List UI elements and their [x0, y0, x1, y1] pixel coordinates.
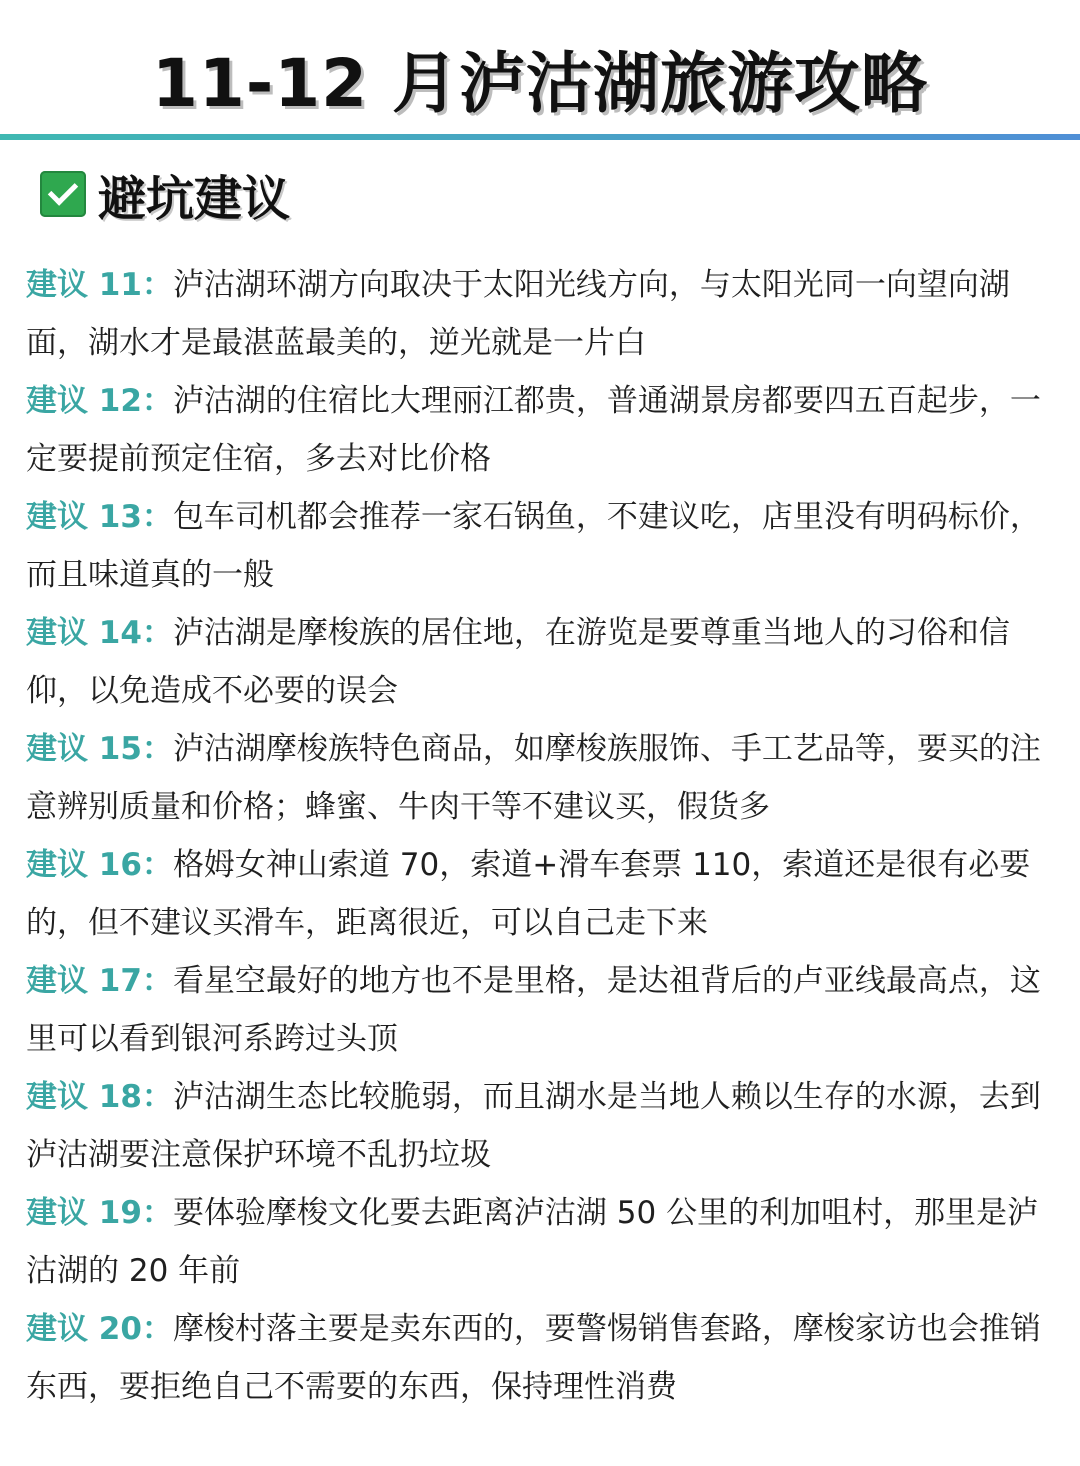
tip-label: 建议 11：	[26, 267, 173, 303]
tip-text: 泸沽湖是摩梭族的居住地，在游览是要尊重当地人的习俗和信仰，以免造成不必要的误会	[26, 615, 1010, 709]
tip-text: 看星空最好的地方也不是里格，是达祖背后的卢亚线最高点，这里可以看到银河系跨过头顶	[26, 963, 1041, 1057]
tip-label: 建议 16：	[26, 847, 173, 883]
tip-item	[26, 720, 1058, 836]
tip-item	[26, 1300, 1058, 1416]
tip-text: 包车司机都会推荐一家石锅鱼，不建议吃，店里没有明码标价，而且味道真的一般	[26, 499, 1041, 593]
tip-text: 泸沽湖的住宿比大理丽江都贵，普通湖景房都要四五百起步，一定要提前预定住宿，多去对比价格	[26, 383, 1041, 477]
tip-text: 泸沽湖生态比较脆弱，而且湖水是当地人赖以生存的水源，去到泸沽湖要注意保护环境不乱扔垃圾	[26, 1079, 1041, 1173]
tip-label: 建议 18：	[26, 1079, 173, 1115]
tip-label: 建议 20：	[26, 1311, 173, 1347]
tip-label: 建议 13：	[26, 499, 173, 535]
tip-item	[26, 256, 1058, 372]
tip-label: 建议 12：	[26, 383, 173, 419]
tip-text: 泸沽湖摩梭族特色商品，如摩梭族服饰、手工艺品等，要买的注意辨别质量和价格；蜂蜜、牛肉干等不建议买，假货多	[26, 731, 1041, 825]
section-header	[40, 162, 290, 226]
tip-item	[26, 604, 1058, 720]
tip-label: 建议 17：	[26, 963, 173, 999]
tip-item	[26, 836, 1058, 952]
tips-list	[26, 256, 1058, 1416]
tip-item	[26, 488, 1058, 604]
section-title: 避坑建议	[98, 170, 291, 227]
tip-text: 格姆女神山索道 70，索道+滑车套票 110，索道还是很有必要的，但不建议买滑车，距离很近，可以自己走下来	[26, 847, 1031, 941]
page-title: 11-12 月泸沽湖旅游攻略	[151, 45, 929, 122]
tip-item	[26, 372, 1058, 488]
title-divider	[0, 134, 1080, 140]
check-mark-icon	[40, 171, 86, 217]
tip-label: 建议 14：	[26, 615, 173, 651]
tip-item	[26, 1184, 1058, 1300]
tip-text: 摩梭村落主要是卖东西的，要警惕销售套路，摩梭家访也会推销东西，要拒绝自己不需要的东西，保持理性消费	[26, 1311, 1041, 1405]
tip-text: 泸沽湖环湖方向取决于太阳光线方向，与太阳光同一向望向湖面，湖水才是最湛蓝最美的，逆光就是一片白	[26, 267, 1010, 361]
tip-item	[26, 952, 1058, 1068]
tip-label: 建议 15：	[26, 731, 173, 767]
tip-label: 建议 19：	[26, 1195, 173, 1231]
tip-text: 要体验摩梭文化要去距离泸沽湖 50 公里的利加咀村，那里是泸沽湖的 20 年前	[26, 1195, 1039, 1289]
tip-item	[26, 1068, 1058, 1184]
